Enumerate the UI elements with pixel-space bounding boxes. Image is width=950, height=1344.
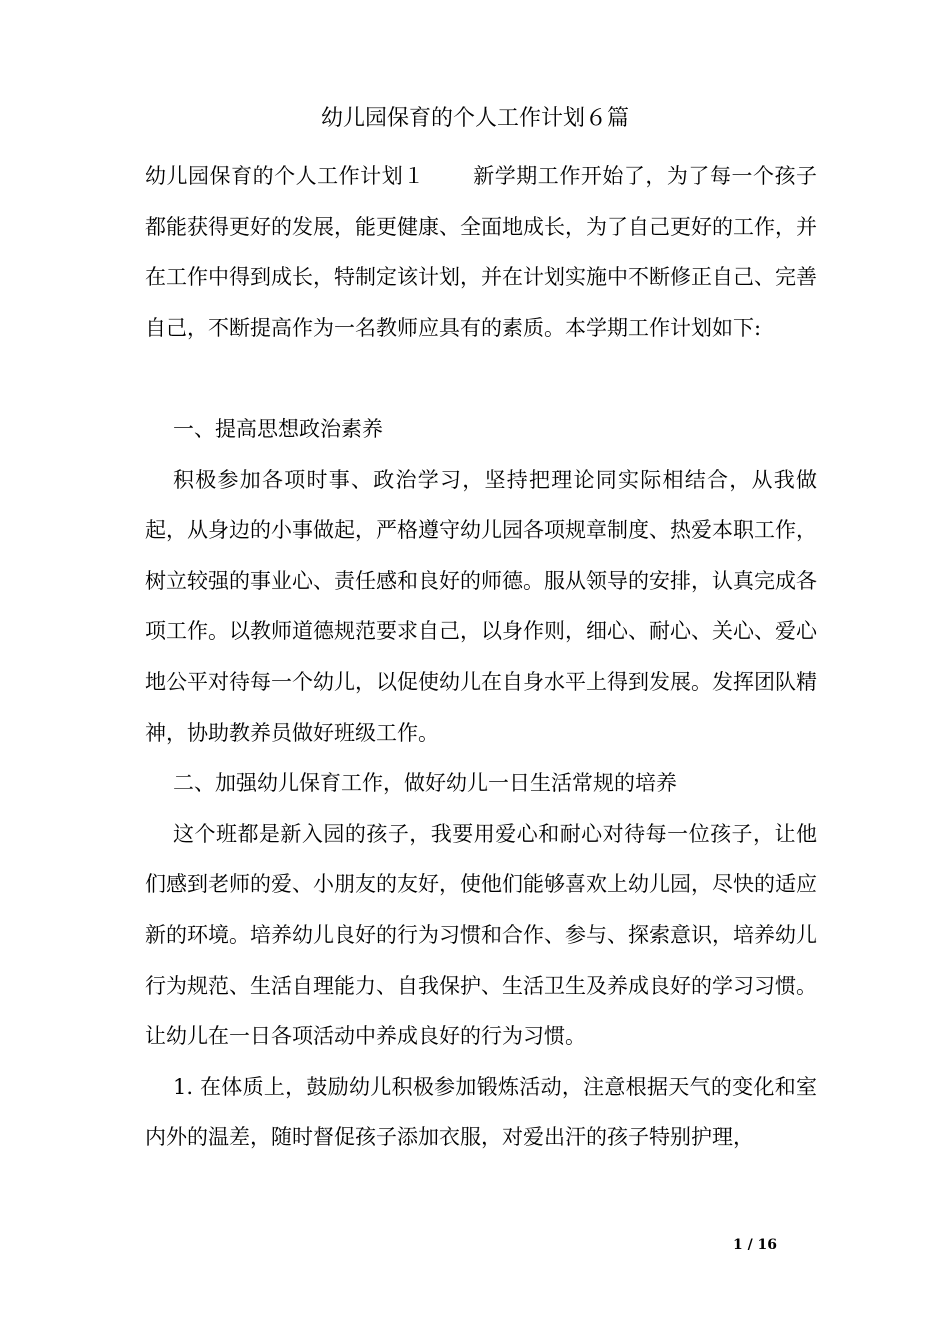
intro-paragraph [145, 151, 817, 353]
document-title: 幼儿园保育的个人工作计划６篇 [320, 106, 629, 131]
page-number: 1 / 16 [732, 1237, 778, 1253]
blank-line [145, 353, 817, 404]
section-heading-2: 二、加强幼儿保育工作，做好幼儿一日生活常规的培养 [173, 771, 677, 796]
intro-heading: 幼儿园保育的个人工作计划１ [145, 164, 425, 188]
list-item-1: 1. 在体质上，鼓励幼儿积极参加锻炼活动，注意根据天气的变化和室内外的温差，随时督促孩子添加衣服，对爱出汗的孩子特别护理， [145, 1074, 817, 1150]
section-paragraph-2: 这个班都是新入园的孩子，我要用爱心和耐心对待每一位孩子，让他们感到老师的爱、小朋友的友好，使他们能够喜欢上幼儿园，尽快的适应新的环境。培养幼儿良好的行为习惯和合作、参与、探索意识，培养幼儿行为规范、生活自理能力、自我保护、生活卫生及养成良好的学习习惯。让幼儿在一日各项活动中养成良好的行为习惯。 [145, 821, 817, 1049]
section-heading-1: 一、提高思想政治素养 [173, 416, 383, 441]
intro-text: 新学期工作开始了，为了每一个孩子都能获得更好的发展，能更健康、全面地成长，为了自己更好的工作，并在工作中得到成长，特制定该计划，并在计划实施中不断修正自己、完善自己，不断提高作为一名教师应具有的素质。本学期工作计划如下: [145, 164, 818, 340]
section-paragraph-1: 积极参加各项时事、政治学习，坚持把理论同实际相结合，从我做起，从身边的小事做起，严格遵守幼儿园各项规章制度、热爱本职工作，树立较强的事业心、责任感和良好的师德。服从领导的安排，认真完成各项工作。以教师道德规范要求自己，以身作则，细心、耐心、关心、爱心地公平对待每一个幼儿，以促使幼儿在自身水平上得到发展。发挥团队精神，协助教养员做好班级工作。 [145, 467, 817, 745]
document-body [145, 151, 817, 1163]
